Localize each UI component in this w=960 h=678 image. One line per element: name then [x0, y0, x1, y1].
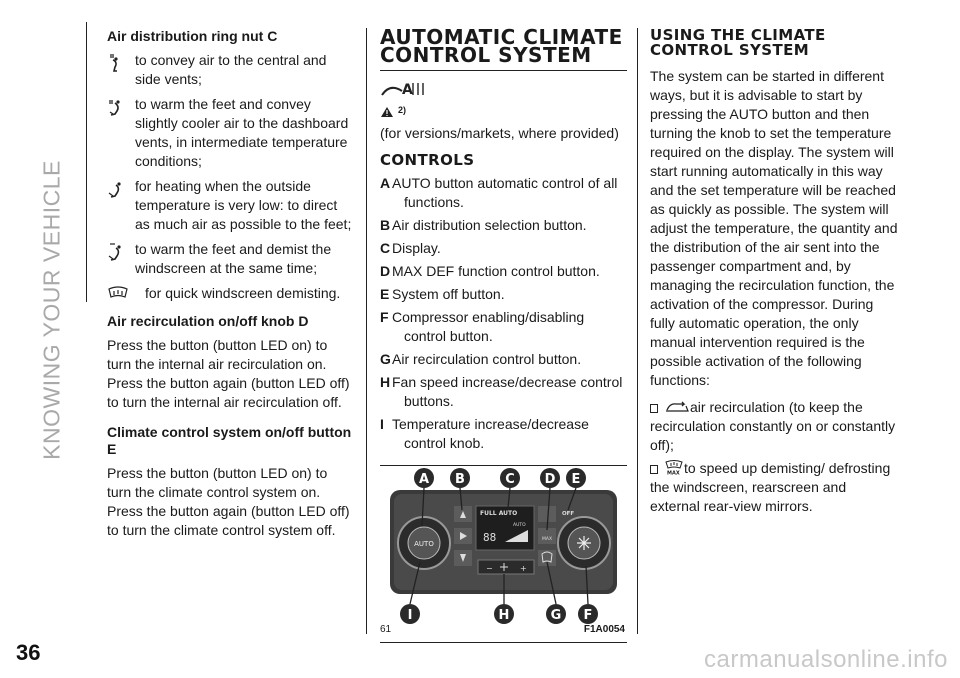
- mode-item: [107, 240, 355, 278]
- control-item: [380, 308, 627, 346]
- svg-text:G: G: [550, 608, 562, 623]
- vent-feet-icon: [107, 177, 135, 234]
- panel-fan-minus: −: [486, 564, 493, 573]
- distribution-heading: Air distribution ring nut C: [107, 28, 278, 44]
- page-number: 36: [16, 640, 41, 665]
- climate-panel-illustration: [380, 466, 627, 626]
- control-text: Fan speed increase/decrease control: [392, 374, 623, 390]
- column-right: [650, 28, 898, 524]
- control-key: H: [380, 374, 391, 390]
- column-left: [107, 28, 355, 548]
- control-item: [380, 373, 627, 411]
- mode-text: for quick windscreen demisting.: [145, 285, 341, 301]
- vent-feet-face-icon: [107, 95, 135, 171]
- using-body: The system can be started in different ways, but it is advisable to start by pressing the AUTO button and then turning the knob to set the temperature required on the display. The system will start running automatically in this way and the set temperature will be reached as quickly as possible. The system will adjust the temperature, the quantity and the distribution of the air sent into the passenger compartment and, by managing the recirculation function, the activation of the compressor. During fully automatic operation, the only manual intervention required is the possible activation of the following functions:: [650, 68, 898, 388]
- max-def-icon: [664, 459, 684, 475]
- control-item: [380, 415, 627, 453]
- panel-auto-button: AUTO: [414, 540, 434, 548]
- panel-display-value: 88: [483, 531, 497, 544]
- panel-off-label: OFF: [562, 511, 575, 517]
- column-divider-2: [637, 28, 638, 634]
- control-text: AUTO button automatic control of all: [392, 175, 618, 191]
- versions-note: (for versions/markets, where provided): [380, 125, 619, 141]
- bullet-text: air recirculation (to keep the recirculation constantly on or constantly off);: [650, 399, 896, 453]
- recirculation-icon: [664, 400, 690, 414]
- control-text-cont: buttons.: [404, 393, 454, 409]
- control-item: [380, 262, 627, 281]
- bullet-text: to speed up demisting/ defrosting the windscreen, rearscreen and external rear-view mirrors.: [650, 460, 891, 514]
- control-text-cont: control button.: [404, 328, 493, 344]
- panel-fan-plus: +: [520, 564, 527, 573]
- control-text: System off button.: [392, 286, 505, 302]
- controls-heading: CONTROLS: [380, 151, 475, 169]
- svg-text:MAX: MAX: [667, 470, 680, 475]
- svg-text:A: A: [402, 82, 413, 98]
- mode-item: [107, 95, 355, 171]
- svg-text:A: A: [418, 472, 430, 487]
- mode-item: [107, 177, 355, 234]
- onoff-heading: Climate control system on/off button E: [107, 424, 352, 457]
- figure-code: F1A0054: [583, 624, 625, 635]
- control-item: [380, 174, 627, 212]
- control-text: Display.: [392, 240, 441, 256]
- figure-number: 61: [380, 624, 392, 635]
- section-title: KNOWING YOUR VEHICLE: [38, 160, 65, 460]
- vent-face-icon: [107, 51, 135, 89]
- panel-auto-small-label: AUTO: [513, 523, 526, 528]
- control-key: D: [380, 263, 391, 279]
- control-text: Compressor enabling/disabling: [392, 309, 585, 325]
- bullet-box-icon: [650, 465, 658, 474]
- control-text-cont: functions.: [404, 194, 464, 210]
- book-warning-icon: [380, 106, 394, 118]
- panel-full-auto-label: FULL AUTO: [480, 510, 518, 517]
- section-heading-auto-climate: AUTOMATIC CLIMATE CONTROL SYSTEM: [380, 28, 627, 71]
- control-item: [380, 285, 627, 304]
- svg-text:F: F: [583, 608, 593, 623]
- section-heading-using: USING THE CLIMATE CONTROL SYSTEM: [650, 26, 826, 59]
- control-text-cont: control knob.: [404, 435, 485, 451]
- mode-text: to warm the feet and demist the windscreen at the same time;: [135, 241, 332, 276]
- mode-item: [107, 51, 355, 89]
- bullet-item: [650, 398, 898, 455]
- recirculation-text: Press the button (button LED on) to turn the internal air recirculation on. Press the button again (button LED off) to turn the internal air recirculation off.: [107, 337, 350, 410]
- windscreen-demist-icon: [107, 284, 145, 305]
- control-text: Air recirculation control button.: [392, 351, 582, 367]
- watermark: carmanualsonline.info: [704, 646, 948, 673]
- figure-climate-panel: [380, 465, 627, 643]
- control-item: [380, 239, 627, 258]
- svg-text:E: E: [571, 472, 581, 487]
- mode-text: to warm the feet and convey slightly cooler air to the dashboard vents, in intermediate temperature conditions;: [135, 96, 349, 169]
- bullet-box-icon: [650, 404, 658, 413]
- panel-max-label: MAX: [542, 537, 553, 542]
- control-key: F: [380, 309, 389, 325]
- svg-text:H: H: [498, 608, 510, 623]
- column-divider-1: [366, 28, 367, 634]
- mode-text: for heating when the outside temperature is very low: to direct as much air as possible to the feet;: [135, 178, 352, 232]
- mode-item: [107, 284, 355, 305]
- svg-text:C: C: [505, 472, 515, 487]
- climate-system-icon: [380, 79, 432, 101]
- svg-text:B: B: [455, 472, 465, 487]
- bullet-item: [650, 459, 898, 516]
- control-item: [380, 350, 627, 369]
- control-text: Air distribution selection button.: [392, 217, 587, 233]
- control-key: C: [380, 240, 391, 256]
- recirculation-heading: Air recirculation on/off knob D: [107, 313, 309, 329]
- control-key: I: [380, 416, 384, 432]
- section-rule: [86, 22, 87, 302]
- control-text: Temperature increase/decrease: [392, 416, 589, 432]
- column-middle: [380, 25, 627, 643]
- note-reference: 2): [398, 105, 407, 115]
- svg-text:I: I: [407, 608, 413, 623]
- mode-text: to convey air to the central and side vents;: [135, 52, 327, 87]
- control-key: B: [380, 217, 391, 233]
- vent-feet-windscreen-icon: [107, 240, 135, 278]
- warning-icons: [380, 79, 627, 101]
- onoff-text: Press the button (button LED on) to turn the climate control system on. Press the button again (button LED off) to turn the climate control system off.: [107, 465, 350, 538]
- control-text: MAX DEF function control button.: [392, 263, 600, 279]
- controls-list: [380, 174, 627, 453]
- svg-text:D: D: [544, 472, 556, 487]
- control-key: E: [380, 286, 390, 302]
- control-item: [380, 216, 627, 235]
- control-key: G: [380, 351, 391, 367]
- control-key: A: [380, 175, 391, 191]
